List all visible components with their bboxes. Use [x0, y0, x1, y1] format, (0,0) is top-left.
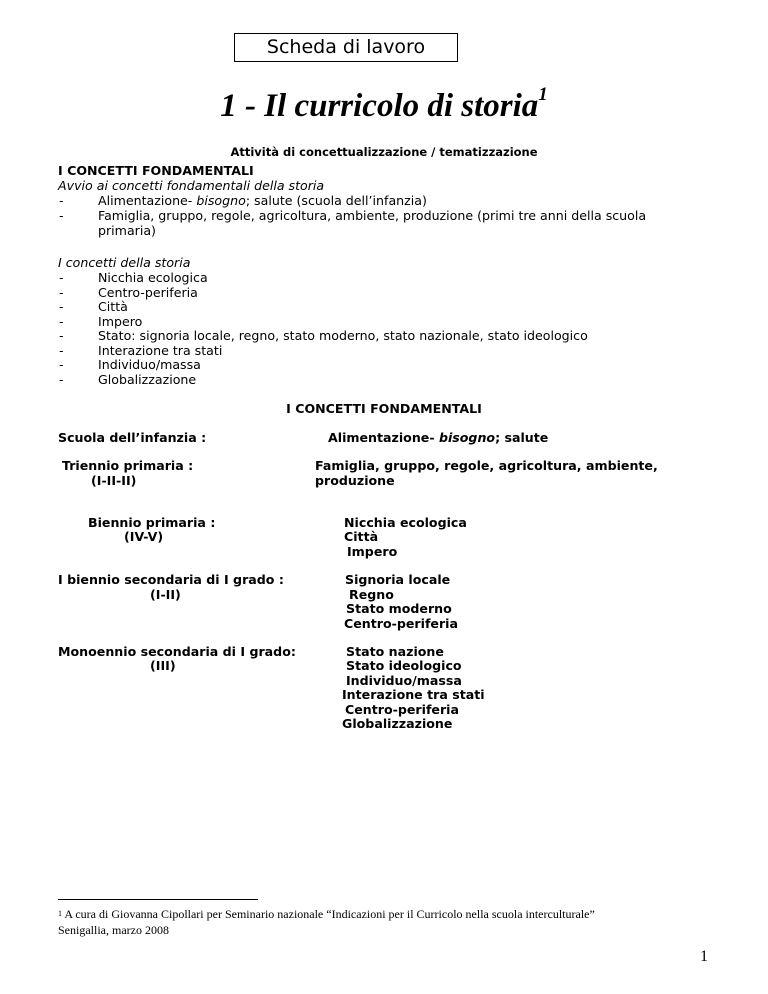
table-heading: I CONCETTI FONDAMENTALI — [286, 401, 482, 416]
list-item-text: Città — [98, 299, 128, 314]
row-value: Stato ideologico — [346, 658, 462, 673]
row-value: Nicchia ecologica — [344, 515, 467, 530]
footnote — [58, 906, 595, 938]
row-sublabel: (III) — [150, 658, 176, 673]
list-item-text: Nicchia ecologica — [98, 270, 208, 285]
section-intro: I concetti della storia — [58, 255, 191, 270]
row-sublabel: (IV-V) — [124, 529, 164, 544]
row-value-pre: Alimentazione- — [328, 430, 439, 445]
row-value: Stato nazione — [346, 644, 444, 659]
page-subtitle: Attività di concettualizzazione / tematizzazione — [230, 145, 538, 159]
list-item-continuation: primaria) — [98, 223, 156, 238]
row-value: Stato moderno — [346, 601, 452, 616]
row-value-em: bisogno — [438, 430, 496, 445]
page-title — [0, 84, 768, 125]
list-dash: - — [59, 357, 64, 372]
list-item-text: Famiglia, gruppo, regole, agricoltura, ambiente, produzione (primi tre anni della scuola — [98, 208, 647, 223]
row-label: I biennio secondaria di I grado : — [58, 572, 284, 587]
list-item — [0, 300, 768, 315]
row-value — [328, 431, 548, 446]
list-dash: - — [59, 284, 64, 300]
footnote-line2: Senigallia, marzo 2008 — [58, 923, 169, 937]
row-value: produzione — [315, 473, 395, 488]
list-item-text: Individuo/massa — [98, 357, 201, 372]
list-dash: - — [59, 328, 64, 343]
footnote-line1: A cura di Giovanna Cipollari per Seminario nazionale “Indicazioni per il Curricolo nella scuola interculturale” — [62, 907, 595, 921]
row-sublabel: (I-II-II) — [91, 473, 137, 488]
list-item-text: Impero — [98, 313, 143, 329]
page-number: 1 — [700, 948, 708, 965]
row-label: Monoennio secondaria di I grado: — [58, 644, 296, 659]
row-sublabel: (I-II) — [150, 587, 181, 602]
list-item — [0, 194, 768, 209]
list-item — [0, 271, 768, 286]
row-value: Centro-periferia — [345, 702, 459, 717]
list-item — [0, 315, 768, 330]
page-title-text: 1 - Il curricolo di storia — [220, 88, 539, 124]
list-item-text — [98, 194, 427, 209]
list-dash: - — [59, 208, 64, 223]
list-item-text: Interazione tra stati — [98, 342, 223, 358]
list-dash: - — [59, 342, 64, 358]
row-value: Centro-periferia — [344, 616, 458, 631]
row-value-post: ; salute — [495, 430, 549, 445]
row-value: Signoria locale — [345, 572, 451, 587]
row-value: Interazione tra stati — [342, 687, 485, 702]
list-item-text: Globalizzazione — [98, 371, 197, 387]
list-item — [0, 358, 768, 373]
list-dash: - — [59, 270, 64, 285]
row-value: Regno — [349, 587, 394, 602]
row-label: Biennio primaria : — [88, 515, 216, 530]
list-item-text: Centro-periferia — [98, 284, 198, 300]
title-footnote-mark: 1 — [538, 84, 548, 105]
list-dash: - — [59, 313, 64, 329]
list-dash: - — [59, 299, 64, 314]
footnote-rule — [58, 899, 258, 900]
row-value: Individuo/massa — [346, 673, 462, 688]
list-item — [0, 286, 768, 301]
section-heading: I CONCETTI FONDAMENTALI — [58, 163, 254, 178]
footnote-mark: 1 — [58, 909, 62, 918]
item-text-pre: Alimentazione- — [98, 193, 197, 208]
list-dash: - — [59, 193, 64, 208]
list-dash: - — [59, 371, 64, 387]
worksheet-badge: Scheda di lavoro — [234, 33, 458, 62]
row-value: Impero — [347, 544, 398, 559]
row-label: Triennio primaria : — [62, 458, 194, 473]
row-value: Famiglia, gruppo, regole, agricoltura, ambiente, — [315, 458, 658, 473]
list-item — [0, 344, 768, 359]
section-intro: Avvio ai concetti fondamentali della storia — [58, 178, 325, 193]
list-item — [0, 209, 768, 224]
list-item-text: Stato: signoria locale, regno, stato moderno, stato nazionale, stato ideologico — [98, 328, 588, 343]
row-value: Globalizzazione — [342, 716, 453, 731]
list-item — [0, 329, 768, 344]
row-value: Città — [344, 529, 379, 544]
item-text-em: bisogno — [196, 193, 246, 208]
item-text-post: ; salute (scuola dell’infanzia) — [245, 193, 427, 208]
list-item — [0, 373, 768, 388]
row-label: Scuola dell’infanzia : — [58, 430, 207, 445]
